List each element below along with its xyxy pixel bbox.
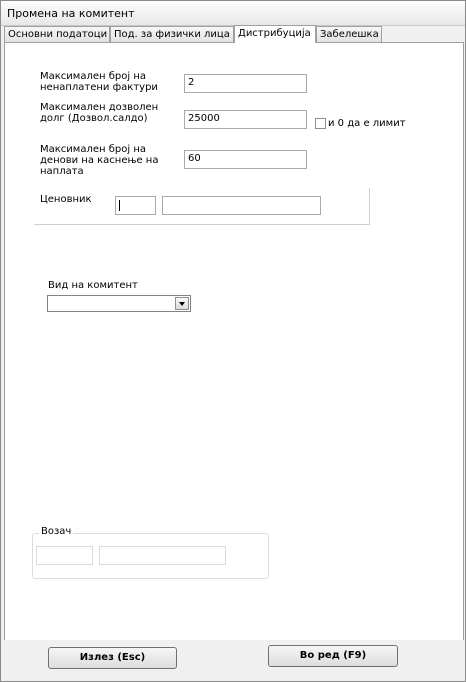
exit-button[interactable]: Излез (Esc) — [48, 647, 177, 669]
client-type-dropdown-button[interactable] — [175, 297, 189, 310]
max-debt-label — [40, 102, 158, 124]
max-debt-input[interactable]: 25000 — [184, 110, 307, 129]
price-list-label: Ценовник — [40, 194, 92, 205]
price-list-code-input[interactable] — [115, 196, 156, 215]
client-type-select[interactable] — [47, 295, 191, 312]
chevron-down-icon — [179, 302, 185, 306]
title-bar — [1, 1, 465, 26]
client-type-label: Вид на комитент — [48, 280, 138, 291]
price-list-name-input[interactable] — [162, 196, 321, 215]
tab-label: Под. за физички лица — [114, 29, 230, 40]
tab-notes[interactable] — [316, 26, 382, 42]
tab-basic-data[interactable] — [4, 26, 110, 42]
window-title: Промена на комитент — [7, 7, 135, 20]
text-caret — [119, 200, 120, 211]
max-days-label-line3: наплата — [40, 166, 84, 177]
zero-limit-checkbox[interactable] — [315, 118, 326, 129]
distribution-panel — [4, 42, 464, 642]
price-list-group-bottom — [34, 224, 370, 225]
max-days-input[interactable]: 60 — [184, 150, 307, 169]
max-unpaid-label-line1: Максимален број на — [40, 71, 146, 82]
price-list-group-right — [369, 188, 370, 225]
ok-button[interactable]: Во ред (F9) — [268, 645, 398, 667]
max-unpaid-label-line2: ненаплатени фактури — [40, 82, 158, 93]
tab-individuals[interactable] — [110, 26, 234, 42]
max-days-label-line1: Максимален број на — [40, 144, 146, 155]
tab-strip — [4, 25, 464, 43]
button-bar — [1, 640, 465, 681]
max-days-label-line2: денови на каснење на — [40, 155, 159, 166]
max-unpaid-label — [40, 71, 158, 93]
zero-limit-label: и 0 да е лимит — [328, 118, 406, 129]
tab-distribution[interactable] — [234, 25, 316, 43]
max-debt-label-line2: долг (Дозвол.салдо) — [40, 113, 148, 124]
tab-label: Забелешка — [320, 29, 379, 40]
tab-label: Основни податоци — [8, 29, 108, 40]
driver-label: Возач — [41, 526, 72, 537]
max-unpaid-input[interactable]: 2 — [184, 74, 307, 93]
driver-code-input[interactable] — [36, 546, 93, 565]
driver-name-input[interactable] — [99, 546, 226, 565]
max-debt-label-line1: Максимален дозволен — [40, 102, 159, 113]
tab-label: Дистрибуција — [238, 28, 311, 39]
max-days-label — [40, 144, 158, 177]
